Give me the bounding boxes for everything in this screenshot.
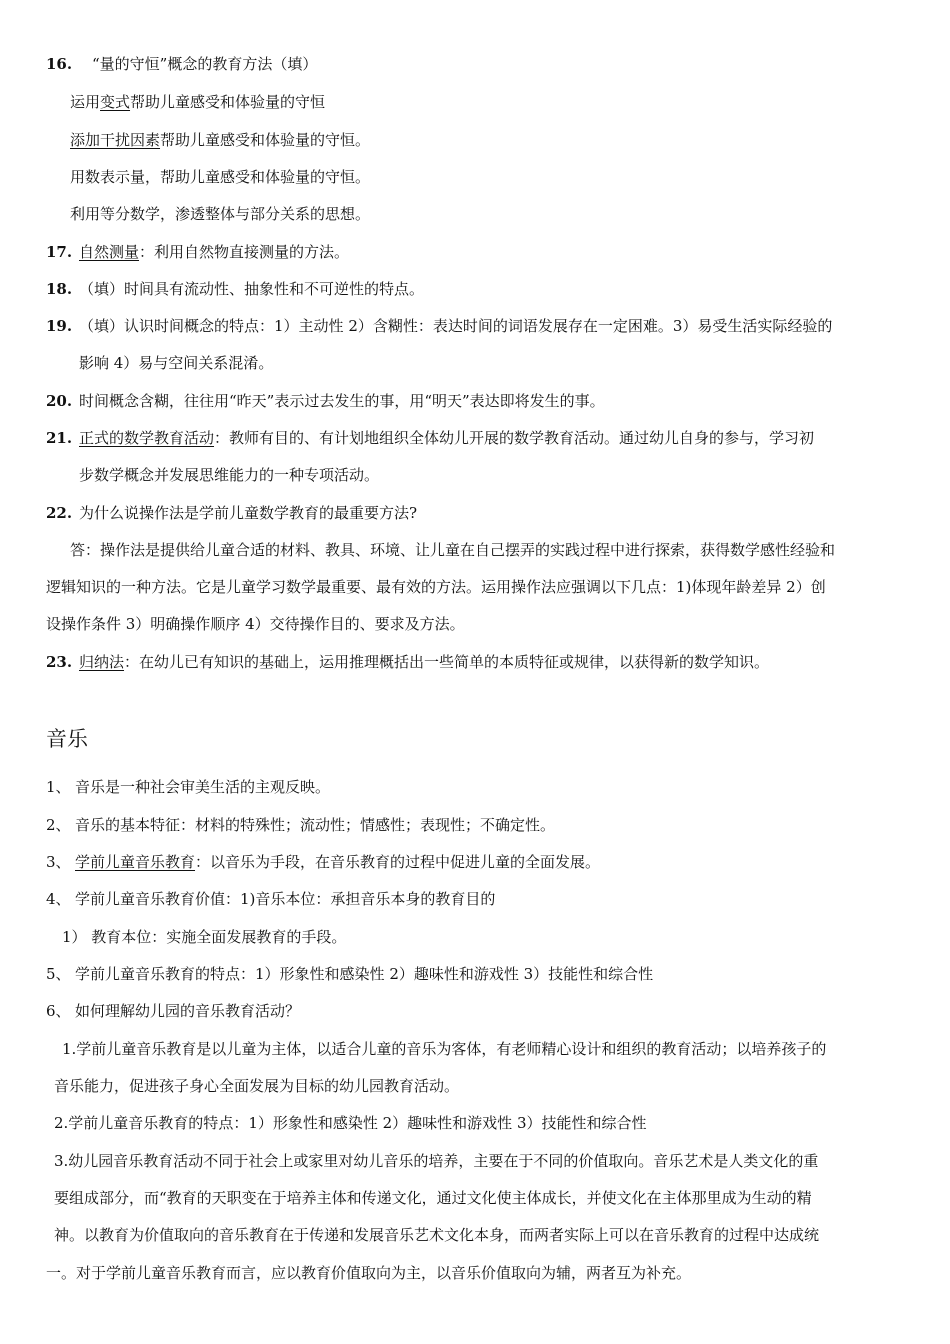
- music-item-1: [46, 777, 330, 797]
- item-22-answer-2: [46, 577, 826, 597]
- answer-text: 要组成部分，而“教育的天职变在于培养主体和传递文化，通过文化使主体成长，并使文化在主体那里成为生动的精: [54, 1189, 812, 1207]
- answer-text: 设操作条件 3）明确操作顺序 4）交待操作目的、要求及方法。: [46, 615, 465, 633]
- text: 用数表示量，帮助儿童感受和体验量的守恒。: [70, 168, 371, 186]
- item-22-answer-3: [46, 614, 465, 634]
- answer-paragraph-2: [54, 1113, 646, 1133]
- item-text: ：教师有目的、有计划地组织全体幼儿开展的数学教育活动。通过幼儿自身的参与，学习初: [214, 429, 815, 447]
- answer-text: 1.学前儿童音乐教育是以儿童为主体，以适合儿童的音乐为客体，有老师精心设计和组织的教育活动；以培养孩子的: [62, 1040, 827, 1058]
- underlined-term: 归纳法: [79, 653, 125, 671]
- item-23: [46, 652, 769, 672]
- answer-text: 2.学前儿童音乐教育的特点：1）形象性和感染性 2）趣味性和游戏性 3）技能性和综合性: [54, 1114, 647, 1132]
- item-question: 为什么说操作法是学前儿童数学教育的最重要方法?: [79, 504, 418, 522]
- item-text: 音乐是一种社会审美生活的主观反映。: [75, 778, 331, 796]
- item-text: 如何理解幼儿园的音乐教育活动？: [75, 1002, 301, 1020]
- item-text: ：利用自然物直接测量的方法。: [139, 243, 350, 261]
- answer-paragraph-3-line-1: [54, 1151, 818, 1171]
- item-22: [46, 503, 417, 523]
- answer-paragraph-3-line-3: [54, 1225, 819, 1245]
- item-text: （填）时间具有流动性、抽象性和不可逆性的特点。: [79, 280, 425, 298]
- text: 帮助儿童感受和体验量的守恒。: [160, 131, 371, 149]
- item-text: 学前儿童音乐教育价值：1)音乐本位：承担音乐本身的教育目的: [75, 890, 496, 908]
- item-number: 3、: [46, 853, 71, 871]
- text: 帮助儿童感受和体验量的守恒: [130, 93, 326, 111]
- music-item-6: [46, 1001, 300, 1021]
- answer-paragraph-1-line-2: [54, 1076, 459, 1096]
- item-22-answer-1: [70, 540, 835, 560]
- answer-text: 音乐能力，促进孩子身心全面发展为目标的幼儿园教育活动。: [54, 1077, 460, 1095]
- answer-text: 一。对于学前儿童音乐教育而言，应以教育价值取向为主，以音乐价值取向为辅，两者互为补充。: [46, 1264, 692, 1282]
- item-16-line-3: [70, 167, 370, 187]
- item-16-line-2: [70, 130, 370, 150]
- item-number: 1、: [46, 778, 71, 796]
- text: 利用等分数学，渗透整体与部分关系的思想。: [70, 205, 371, 223]
- section-heading-music: 音乐: [46, 727, 88, 751]
- underlined-term: 正式的数学教育活动: [79, 429, 215, 447]
- item-text: 影响 4）易与空间关系混淆。: [79, 354, 274, 372]
- item-21-continued: [79, 465, 379, 485]
- item-19-continued: [79, 353, 273, 373]
- item-16: [46, 54, 317, 74]
- item-16-line-1: [70, 92, 325, 112]
- item-text: 步数学概念并发展思维能力的一种专项活动。: [79, 466, 380, 484]
- item-number: 5、: [46, 965, 71, 983]
- item-number: 21.: [46, 429, 73, 447]
- item-19: [46, 316, 832, 336]
- answer-text: 3.幼儿园音乐教育活动不同于社会上或家里对幼儿音乐的培养，主要在于不同的价值取向。音乐艺术是人类文化的重: [54, 1152, 819, 1170]
- underlined-term: 变式: [100, 93, 131, 111]
- music-item-4: [46, 889, 495, 909]
- item-text: ：以音乐为手段，在音乐教育的过程中促进儿童的全面发展。: [195, 853, 601, 871]
- item-text: 学前儿童音乐教育的特点：1）形象性和感染性 2）趣味性和游戏性 3）技能性和综合性: [75, 965, 654, 983]
- item-20: [46, 391, 605, 411]
- item-number: 20.: [46, 392, 73, 410]
- item-number: 17.: [46, 243, 73, 261]
- answer-paragraph-1-line-1: [62, 1039, 826, 1059]
- item-text: 时间概念含糊，往往用“昨天”表示过去发生的事，用“明天”表达即将发生的事。: [79, 392, 605, 410]
- item-number: 16.: [46, 55, 73, 73]
- item-number: 18.: [46, 280, 73, 298]
- item-text: 音乐的基本特征：材料的特殊性；流动性；情感性；表现性；不确定性。: [75, 816, 556, 834]
- item-number: 6、: [46, 1002, 71, 1020]
- item-text: 1） 教育本位：实施全面发展教育的手段。: [62, 928, 347, 946]
- text: 运用: [70, 93, 101, 111]
- underlined-term: 学前儿童音乐教育: [75, 853, 196, 871]
- item-text: “量的守恒”概念的教育方法（填）: [92, 55, 318, 73]
- music-item-2: [46, 815, 555, 835]
- item-number: 22.: [46, 504, 73, 522]
- item-number: 19.: [46, 317, 73, 335]
- music-item-4-sub: [62, 927, 346, 947]
- underlined-term: 自然测量: [79, 243, 140, 261]
- item-number: 4、: [46, 890, 71, 908]
- music-item-3: [46, 852, 600, 872]
- item-number: 2、: [46, 816, 71, 834]
- item-21: [46, 428, 814, 448]
- answer-text: 神。以教育为价值取向的音乐教育在于传递和发展音乐艺术文化本身，而两者实际上可以在音乐教育的过程中达成统: [54, 1226, 820, 1244]
- answer-text: 答：操作法是提供给儿童合适的材料、教具、环境、让儿童在自己摆弄的实践过程中进行探索，获得数学感性经验和: [70, 541, 836, 559]
- answer-paragraph-3-line-4: [46, 1263, 691, 1283]
- item-17: [46, 242, 349, 262]
- answer-paragraph-3-line-2: [54, 1188, 812, 1208]
- music-item-5: [46, 964, 653, 984]
- item-16-line-4: [70, 204, 370, 224]
- answer-text: 逻辑知识的一种方法。它是儿童学习数学最重要、最有效的方法。运用操作法应强调以下几点：1)体现年龄差异 2）创: [46, 578, 826, 596]
- underlined-term: 添加干扰因素: [70, 131, 161, 149]
- item-text: （填）认识时间概念的特点：1）主动性 2）含糊性：表达时间的词语发展存在一定困难。3）易受生活实际经验的: [79, 317, 833, 335]
- item-number: 23.: [46, 653, 73, 671]
- item-18: [46, 279, 424, 299]
- item-text: ：在幼儿已有知识的基础上，运用推理概括出一些简单的本质特征或规律，以获得新的数学知识。: [124, 653, 770, 671]
